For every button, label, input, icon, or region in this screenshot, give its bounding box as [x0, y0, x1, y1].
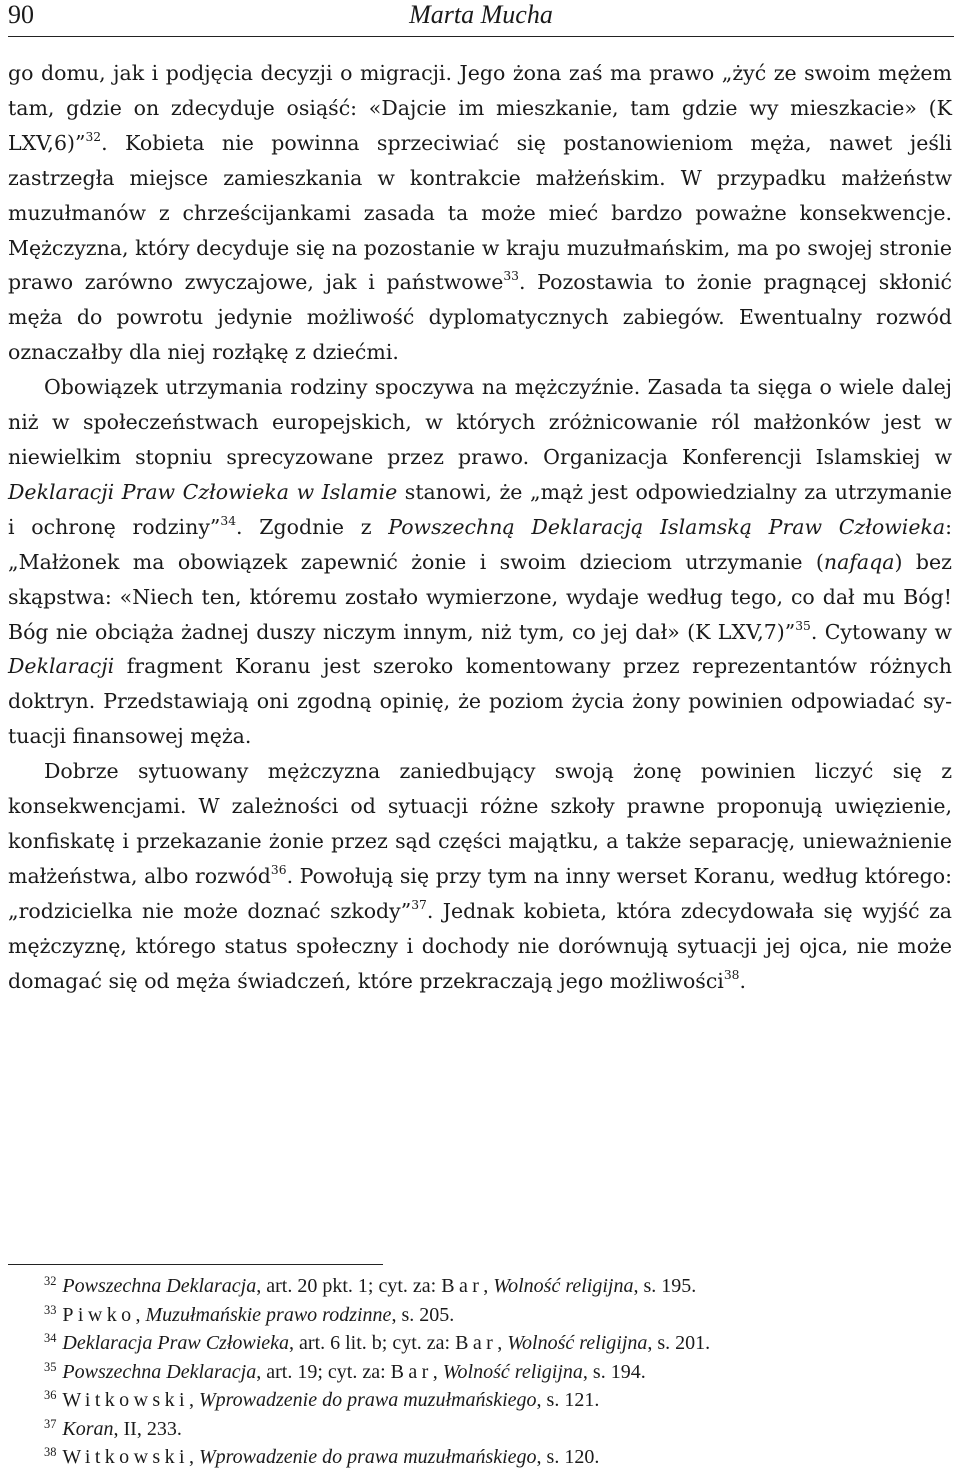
footnote	[44, 1301, 944, 1330]
main-text	[8, 56, 952, 998]
footnote-number: 34	[44, 1331, 57, 1346]
italic-text: Powszechną Deklaracją Islamską Praw Człowieka	[388, 514, 946, 539]
footnote	[44, 1358, 944, 1387]
italic-text: Koran	[62, 1417, 114, 1440]
text-run: , art. 20 pkt. 1; cyt. za:	[256, 1275, 442, 1297]
paragraph	[8, 56, 952, 370]
footnote	[44, 1329, 944, 1358]
running-head: Marta Mucha	[409, 0, 553, 29]
text-run: , art. 6 lit. b; cyt. za:	[289, 1332, 456, 1354]
italic-text: Wprowadzenie do prawa muzułmańskiego	[198, 1446, 537, 1468]
author-name: Bar	[441, 1275, 484, 1297]
text-run: , s. 121.	[536, 1389, 600, 1411]
footnote-ref: 37	[411, 897, 427, 912]
text-run: Obowiązek utrzymania rodziny spoczywa na mężczyźnie. Zasada ta sięga o wiele dalej niż w społeczeństwach europejskich, w których zróżnicowanie ról małżonków jest w niewielkim stopniu sprecyzowane przez prawo. Organizacja Konferencji Islamskiej w	[8, 375, 952, 469]
footnote-ref: 32	[85, 129, 102, 144]
footnote	[44, 1272, 944, 1301]
italic-text: Powszechna Deklaracja	[62, 1275, 257, 1297]
text-run: , s. 205.	[391, 1303, 455, 1326]
footnote-rule	[8, 1264, 383, 1265]
footnote-number: 33	[44, 1302, 57, 1317]
text-run: stanowi, że „mąż jest odpowiedzialny za utrzymanie i ochronę rodziny”	[8, 479, 952, 539]
italic-text: Wprowadzenie do prawa muzułmańskiego	[198, 1389, 537, 1411]
text-run: ,	[483, 1275, 494, 1297]
text-run: ,	[188, 1389, 199, 1411]
italic-text: Wolność religijna	[442, 1360, 583, 1383]
footnote-number: 32	[44, 1274, 57, 1289]
text-run: , s. 194.	[582, 1360, 646, 1383]
text-run: ,	[188, 1446, 199, 1468]
text-run: , art. 19; cyt. za:	[256, 1360, 391, 1383]
author-name: Piwko	[62, 1303, 136, 1326]
italic-text: Deklaracji Praw Człowieka w Islamie	[8, 479, 398, 504]
footnote-ref: 33	[503, 269, 519, 284]
text-run: Dobrze sytuowany mężczyzna zaniedbujący swoją żonę powinien liczyć się z konsekwencjami. W zależności od sytuacji różne szkoły prawne proponują uwięzienie, konfiskatę i przekazanie żonie przez sąd części majątku, a także separację, unieważnienie małżeństwa, albo rozwód	[8, 759, 952, 888]
text-run: , II, 233.	[113, 1417, 182, 1440]
text-run: . Zgodnie z	[236, 514, 389, 539]
footnote-number: 36	[44, 1388, 57, 1403]
text-run: ,	[432, 1360, 443, 1383]
header-rule	[8, 36, 954, 37]
text-run: . Pozostawia to żonie pragnącej skłonić męża do powrotu jedynie możliwość dyplomatycznych zabiegów. Ewentualny rozwód oznaczałby dla niej rozłąkę z dziećmi.	[8, 270, 952, 365]
paragraph	[8, 370, 952, 754]
footnote-ref: 34	[220, 513, 237, 528]
page-header	[8, 0, 954, 36]
text-run: , s. 201.	[647, 1332, 711, 1354]
italic-text: Deklaracja Praw Człowieka	[62, 1332, 290, 1354]
footnote	[44, 1443, 944, 1472]
text-run: go domu, jak i podjęcia decyzji o migracji. Jego żona zaś ma prawo „żyć ze swoim mężem tam, gdzie on zdecyduje osiąść: «Dajcie im mieszkanie, tam gdzie wy mieszkacie» (K LXV,6)”	[8, 61, 952, 155]
footnotes	[44, 1272, 944, 1472]
italic-text: Deklaracji	[8, 654, 115, 679]
footnote-number: 37	[44, 1416, 57, 1431]
author-name: Witkowski	[62, 1389, 189, 1411]
paragraph	[8, 754, 952, 998]
page-number: 90	[8, 0, 34, 29]
footnote-ref: 38	[723, 967, 740, 982]
text-run: ) bez skąpstwa: «Niech ten, któremu zostało wymierzone, wydaje według tego, co dał mu Bóg! Bóg nie obciąża żadnej duszy niczym innym, niż tym, co jej dał» (K LXV,7)”	[8, 549, 952, 644]
footnote	[44, 1386, 944, 1415]
italic-text: Wolność religijna	[493, 1275, 634, 1297]
text-run: , s. 195.	[633, 1275, 697, 1297]
footnote	[44, 1415, 944, 1444]
italic-text: Wolność religijna	[507, 1332, 648, 1354]
footnote-number: 35	[44, 1359, 57, 1374]
italic-text: Muzułmańskie prawo rodzinne	[145, 1303, 392, 1326]
text-run: . Powołują się przy tym na inny werset Koranu, według którego: „rodzicielka nie może doznać szkody”	[8, 863, 952, 923]
text-run: . Cytowany w	[810, 619, 952, 644]
text-run: : „Małżonek ma obowiązek zapewnić żonie i swoim dzieciom utrzymanie (	[8, 514, 953, 574]
text-run: . Kobieta nie powinna sprzeciwiać się postanowieniom męża, nawet jeśli zastrzegła miejsce zamieszkania w kontrakcie małżeńskim. W przypadku małżeństw muzułmanów z chrześcijankami zasada ta może mieć bardzo poważne konsekwencje. Mężczyzna, który decyduje się na pozostanie w kraju muzułmańskim, ma po swojej stronie prawo zarówno zwyczajowe, jak i państwowe	[8, 130, 952, 295]
author-name: Bar	[390, 1360, 433, 1383]
text-run: .	[739, 968, 747, 993]
text-run: , s. 120.	[536, 1446, 600, 1468]
text-run: ,	[497, 1332, 508, 1354]
footnote-ref: 35	[795, 618, 811, 633]
author-name: Witkowski	[62, 1446, 189, 1468]
text-run: ,	[135, 1303, 146, 1326]
text-run: . Jednak kobieta, która zdecydowała się wyjść za mężczyznę, którego status społeczny i dochody nie dorównują sytuacji jej ojca, nie może domagać się od męża świadczeń, które przekraczają jego możliwości	[8, 898, 952, 993]
text-run: fragment Koranu jest szeroko komentowany przez reprezentantów różnych doktryn. Przedstawiają oni zgodną opinię, że poziom życia żony powinien odpowiadać sytuacji finansowej męża.	[8, 654, 952, 749]
footnote-number: 38	[44, 1445, 57, 1460]
author-name: Bar	[455, 1332, 498, 1354]
italic-text: Powszechna Deklaracja	[62, 1360, 257, 1383]
footnote-ref: 36	[270, 862, 287, 877]
italic-text: nafaqa	[823, 549, 895, 574]
